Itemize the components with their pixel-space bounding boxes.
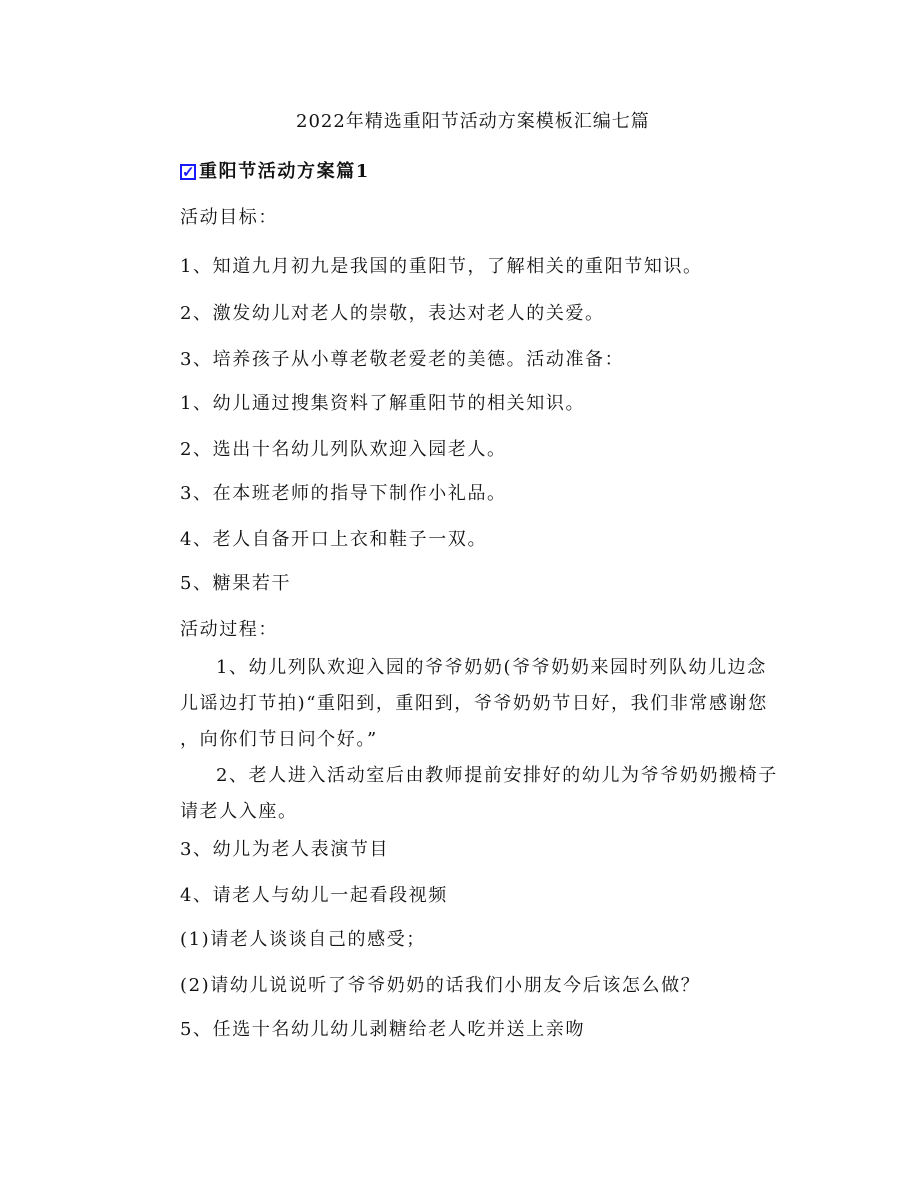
document-title: 2022年精选重阳节活动方案模板汇编七篇: [296, 111, 650, 132]
paragraph-line: 活动目标：: [180, 207, 278, 228]
paragraph-line: 5、糖果若干: [180, 573, 292, 594]
paragraph-line: (1)请老人谈谈自己的感受；: [180, 929, 426, 950]
paragraph-line: 3、在本班老师的指导下制作小礼品。: [180, 483, 507, 504]
paragraph-line: 2、激发幼儿对老人的崇敬，表达对老人的关爱。: [180, 303, 605, 324]
paragraph-line: 活动过程：: [180, 619, 278, 640]
paragraph-line: 1、幼儿列队欢迎入园的爷爷奶奶(爷爷奶奶来园时列队幼儿边念: [216, 657, 767, 678]
paragraph-line: 1、幼儿通过搜集资料了解重阳节的相关知识。: [180, 393, 586, 414]
paragraph-line: 4、请老人与幼儿一起看段视频: [180, 885, 448, 906]
checkbox-icon: ✓: [182, 163, 197, 181]
paragraph-line: 2、选出十名幼儿列队欢迎入园老人。: [180, 439, 507, 460]
paragraph-line: 儿谣边打节拍)“重阳到，重阳到，爷爷奶奶节日好，我们非常感谢您: [180, 693, 768, 714]
paragraph-line: 2、老人进入活动室后由教师提前安排好的幼儿为爷爷奶奶搬椅子: [216, 765, 778, 786]
paragraph-line: ，向你们节日问个好。”: [180, 729, 378, 750]
section-heading: [180, 160, 370, 184]
paragraph-line: 3、培养孩子从小尊老敬老爱老的美德。活动准备：: [180, 349, 625, 370]
paragraph-line: 5、任选十名幼儿幼儿剥糖给老人吃并送上亲吻: [180, 1019, 586, 1040]
paragraph-line: 1、知道九月初九是我国的重阳节，了解相关的重阳节知识。: [180, 256, 703, 277]
section-heading-text: 重阳节活动方案篇1: [199, 161, 370, 182]
paragraph-line: 4、老人自备开口上衣和鞋子一双。: [180, 529, 488, 550]
paragraph-line: 3、幼儿为老人表演节目: [180, 839, 390, 860]
paragraph-line: 请老人入座。: [180, 801, 298, 822]
paragraph-line: (2)请幼儿说说听了爷爷奶奶的话我们小朋友今后该怎么做？: [180, 975, 701, 996]
